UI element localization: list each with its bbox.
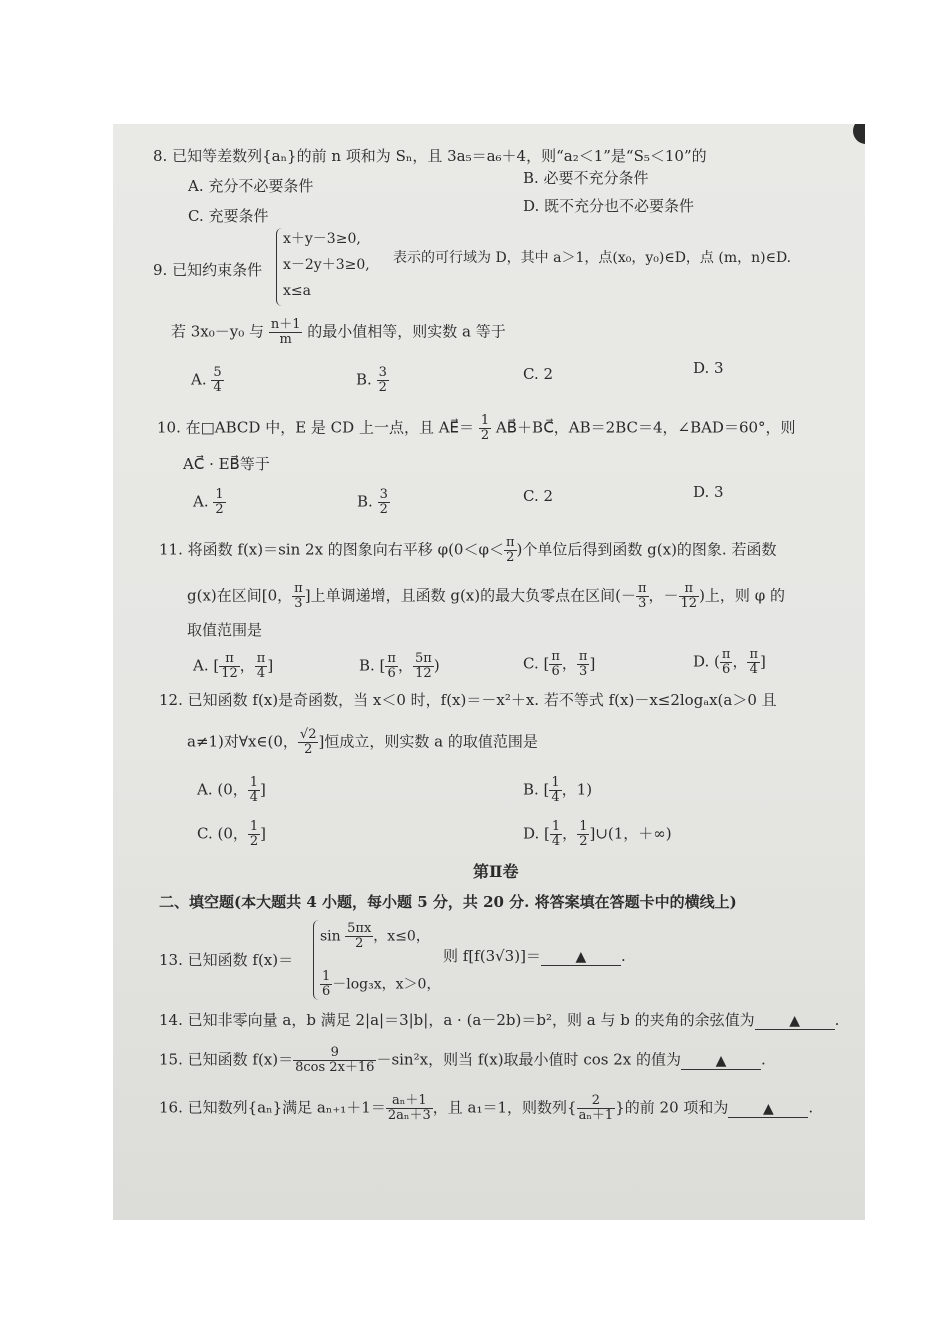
q12-option-a: A. (0， $\frac{1}{4}$ ] <box>197 775 266 805</box>
q15-answer-blank[interactable]: ▲ <box>681 1053 761 1070</box>
q11-option-a: A. [ $\frac{\pi}{12}$ ， $\frac{\pi}{4}$ ] <box>193 651 274 681</box>
q8-stem: 8. 已知等差数列{aₙ}的前 n 项和为 Sₙ，且 3a₅＝a₆＋4，则“a₂＜1”是“S₅＜10”的 <box>153 147 707 165</box>
q14: 14. 已知非零向量 a，b 满足 2|a|＝3|b|，a · (a－2b)＝b²，则 a 与 b 的夹角的余弦值为 ▲ . <box>159 1011 840 1029</box>
q9-constraints <box>283 226 370 304</box>
q9-fraction: $\frac{n+1}{m}$ <box>270 317 301 347</box>
q13-piece-2: $\frac{1}{6}$ －log₃x，x＞0， <box>322 969 441 999</box>
q11-line2: g(x)在区间[0， $\frac{\pi}{3}$ ]上单调递增，且函数 g(x)的最大负零点在区间(－ $\frac{\pi}{3}$ ，－ $\frac{\pi}{12}$ )上，则 φ 的 <box>187 581 785 611</box>
q12-line1: 12. 已知函数 f(x)是奇函数，当 x＜0 时，f(x)＝－x²＋x. 若不等式 f(x)－x≤2logₐx(a＞0 且 <box>159 691 777 709</box>
q13-answer-blank[interactable]: ▲ <box>541 949 621 966</box>
q12-option-d: D. [ $\frac{1}{4}$ ， $\frac{1}{2}$ ]∪(1，＋∞) <box>523 819 672 849</box>
q9-constraint-1: x＋y－3≥0, <box>283 231 361 247</box>
q14-answer-blank[interactable]: ▲ <box>755 1013 835 1030</box>
q10-option-c: C. 2 <box>523 487 554 505</box>
q16-answer-blank[interactable]: ▲ <box>728 1101 808 1118</box>
q11-line3: 取值范围是 <box>187 621 263 639</box>
q9-tail: 表示的可行域为 D，其中 a＞1，点(x₀，y₀)∈D，点 (m，n)∈D. <box>393 250 792 266</box>
q13-lead: 13. 已知函数 f(x)＝ <box>159 951 294 969</box>
q10-option-d: D. 3 <box>693 483 724 501</box>
q10-option-a: A. $\frac{1}{2}$ <box>193 487 224 517</box>
q11-option-b: B. [ $\frac{\pi}{6}$ ， $\frac{5\pi}{12}$ ) <box>359 651 440 681</box>
q9-option-b: B. $\frac{3}{2}$ <box>356 365 387 395</box>
q11-line1: 11. 将函数 f(x)＝sin 2x 的图象向右平移 φ(0＜φ＜ $\frac{\pi}{2}$ )个单位后得到函数 g(x)的图象. 若函数 <box>159 535 777 565</box>
q10-line1: 10. 在□ABCD 中，E 是 CD 上一点，且 AE⃗＝ $\frac{1}{2}$ AB⃗＋BC⃗，AB＝2BC＝4，∠BAD＝60°，则 <box>157 413 796 443</box>
q9-line2: 若 3x₀－y₀ 与 $\frac{n+1}{m}$ 的最小值相等，则实数 a 等于 <box>171 317 506 347</box>
q8-option-b: B. 必要不充分条件 <box>523 169 649 187</box>
q15: 15. 已知函数 f(x)＝ $\frac{9}{8\cos 2x+16}$ －sin²x，则当 f(x)取最小值时 cos 2x 的值为 ▲ . <box>159 1045 766 1075</box>
q8-option-c: C. 充要条件 <box>188 207 269 225</box>
q11-option-d: D. ( $\frac{\pi}{6}$ ， $\frac{\pi}{4}$ ] <box>693 647 766 677</box>
q9-option-a: A. $\frac{5}{4}$ <box>191 365 222 395</box>
q9-option-c: C. 2 <box>523 365 554 383</box>
q12-line2: a≠1)对∀x∈(0， $\frac{√2}{2}$ ]恒成立，则实数 a 的取值范围是 <box>187 727 538 757</box>
q13-tail: 则 f[f(3√3)]＝ ▲ . <box>443 947 626 965</box>
exam-photo <box>113 124 865 1220</box>
part2-title: 第Ⅱ卷 <box>473 862 519 881</box>
q10-option-b: B. $\frac{3}{2}$ <box>357 487 388 517</box>
q16: 16. 已知数列{aₙ}满足 aₙ₊₁＋1＝ $\frac{\text{aₙ＋1}}{\text{2aₙ＋3}}$ ，且 a₁＝1，则数列{ $\frac{2}{\text{aₙ＋1}}$ }的前 20 项和为 ▲ . <box>159 1093 814 1123</box>
q9-constraint-2: x－2y＋3≥0, <box>283 257 370 273</box>
q9-constraint-3: x≤a <box>283 283 311 299</box>
q12-option-c: C. (0， $\frac{1}{2}$ ] <box>197 819 267 849</box>
q8-option-d: D. 既不充分也不必要条件 <box>523 197 695 215</box>
q9-option-d: D. 3 <box>693 359 724 377</box>
q8-option-a: A. 充分不必要条件 <box>188 177 314 195</box>
dark-corner-blob <box>853 124 865 144</box>
q10-line2: AC⃗ · EB⃗等于 <box>183 455 270 473</box>
q11-option-c: C. [ $\frac{\pi}{6}$ ， $\frac{\pi}{3}$ ] <box>523 649 596 679</box>
fill-in-heading: 二、填空题(本大题共 4 小题，每小题 5 分，共 20 分. 将答案填在答题卡中的横线上) <box>159 893 737 911</box>
q9-lead: 9. 已知约束条件 <box>153 261 263 279</box>
q13-piece-1: sin $\frac{5\pi x}{2}$ ，x≤0， <box>320 921 430 951</box>
q12-option-b: B. [ $\frac{1}{4}$ ，1) <box>523 775 593 805</box>
